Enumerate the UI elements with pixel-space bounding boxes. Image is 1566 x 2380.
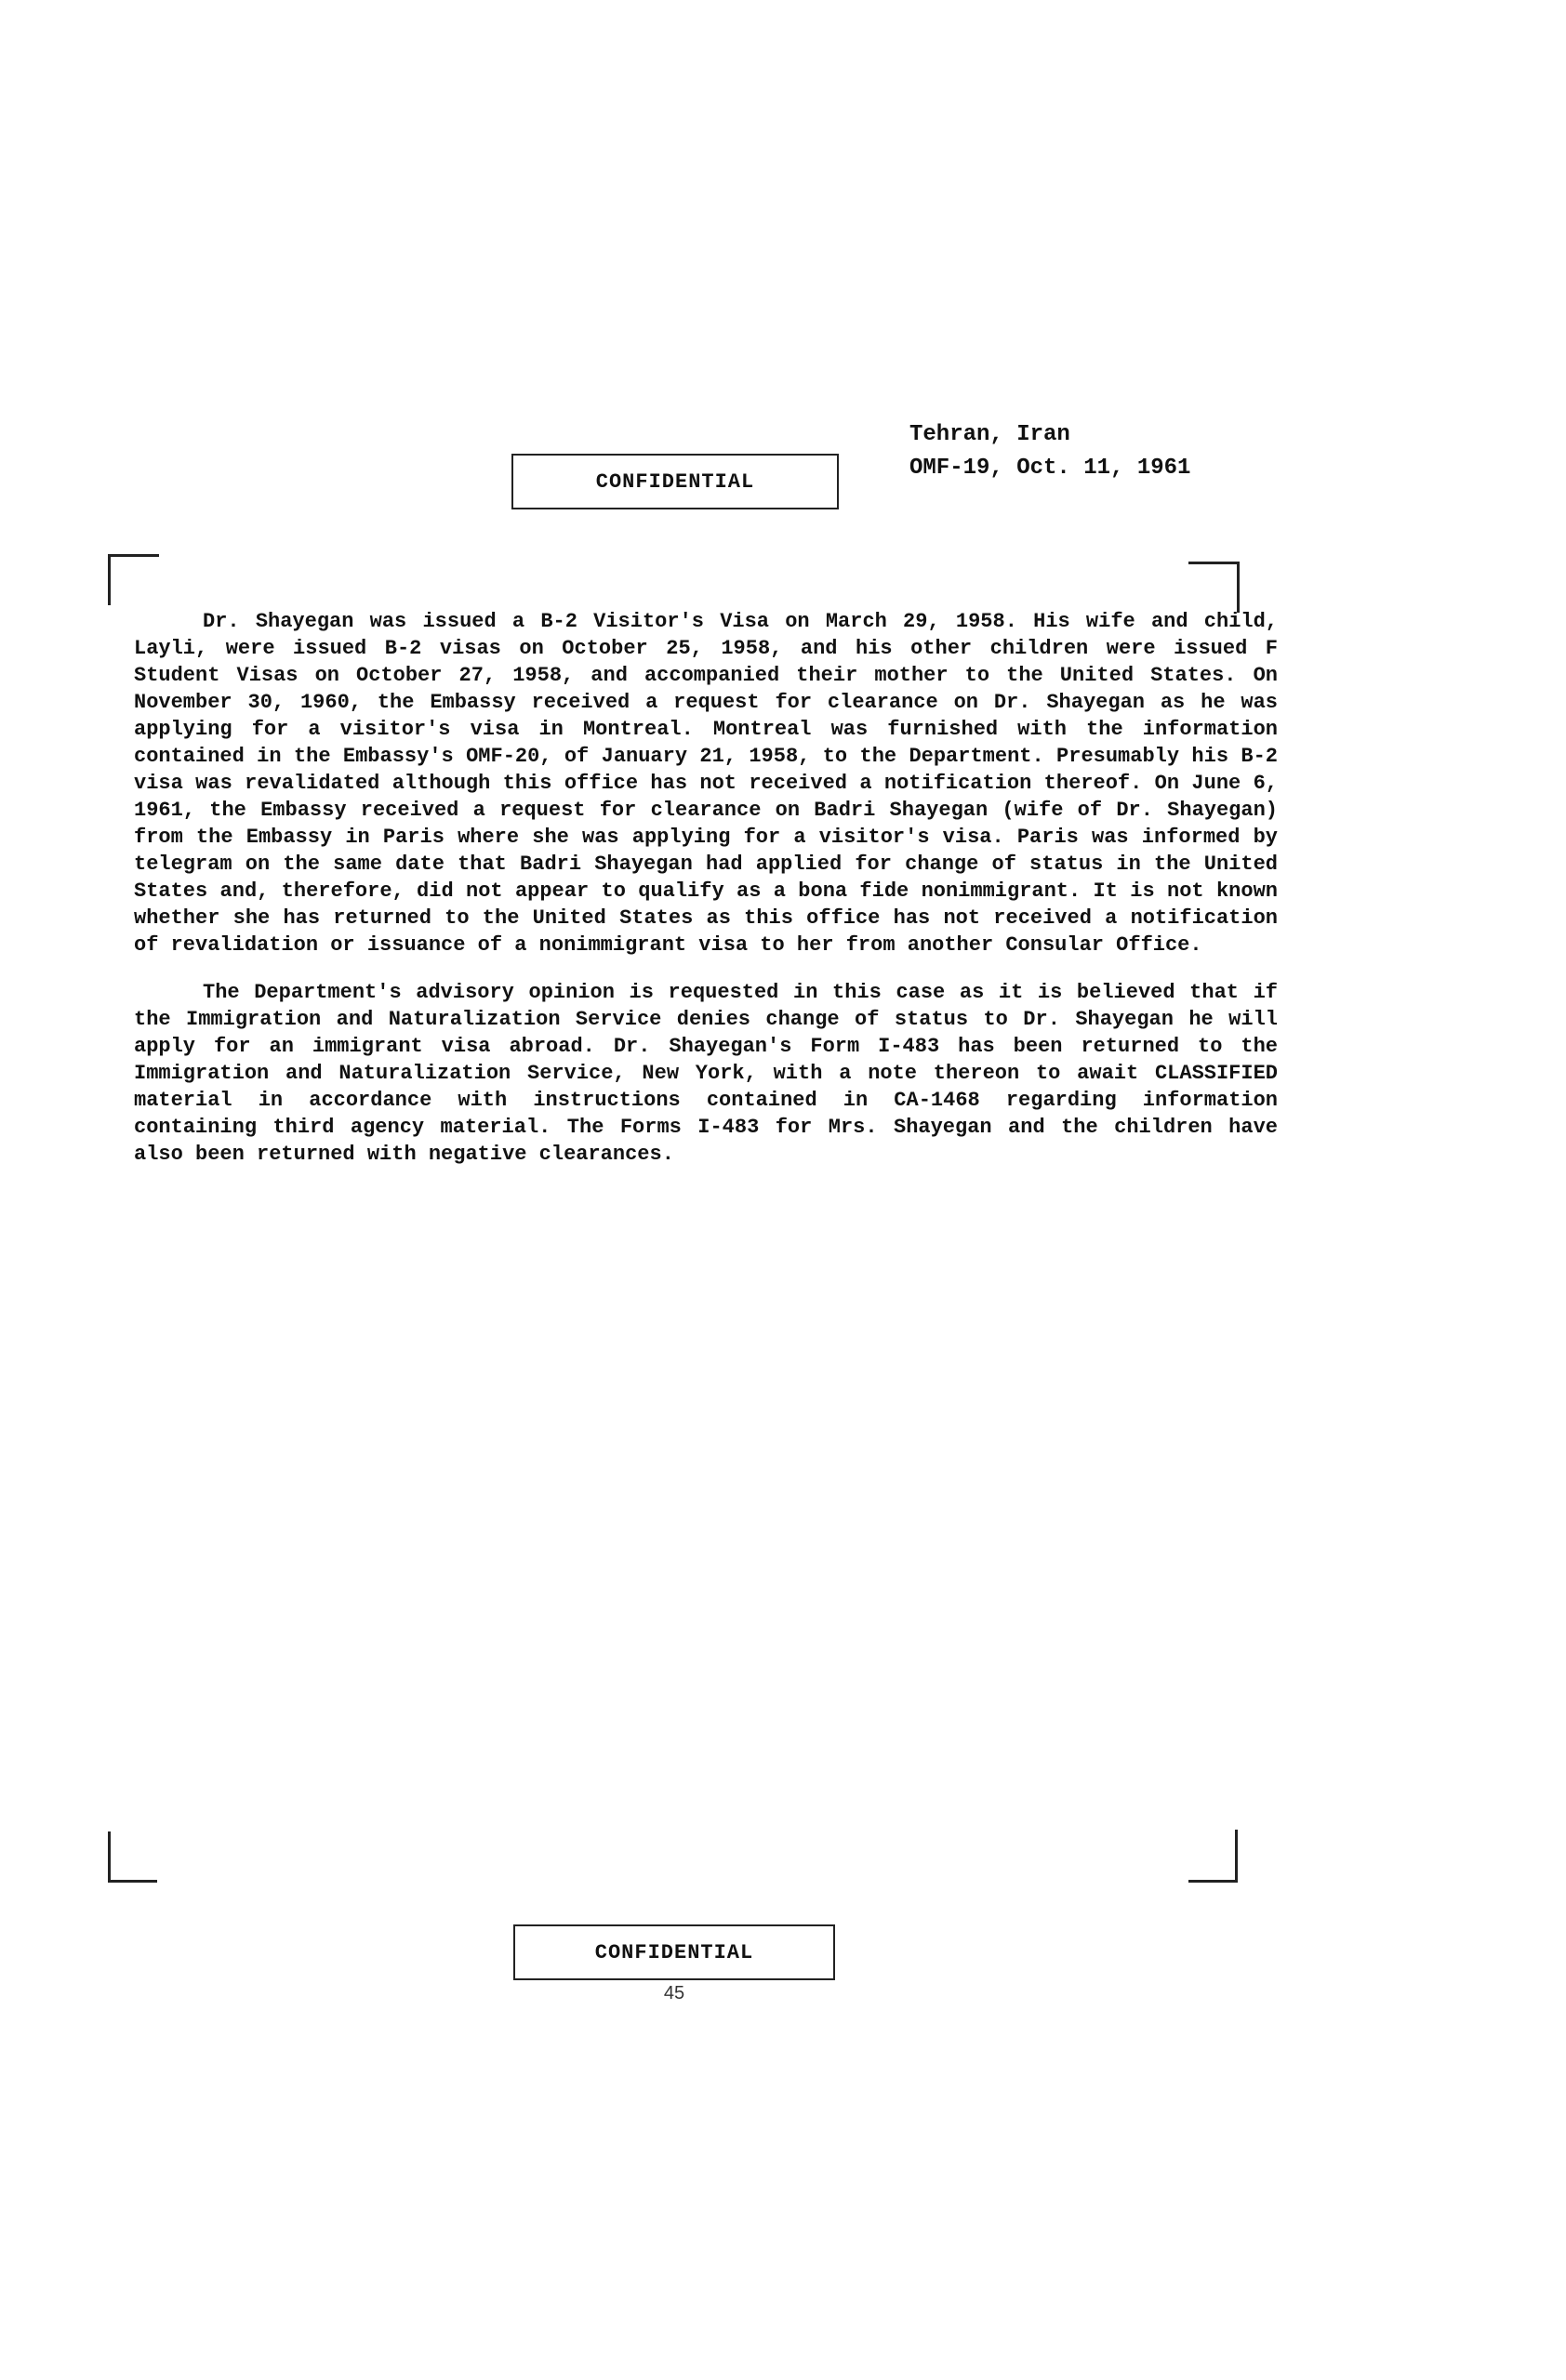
classification-stamp-top [511,454,839,509]
header-location: Tehran, Iran [909,422,1070,447]
header-reference: OMF-19, Oct. 11, 1961 [909,456,1191,481]
page-number: 45 [663,1983,685,2003]
classification-label-bottom: CONFIDENTIAL [594,1940,754,1964]
classification-label-top: CONFIDENTIAL [595,469,755,494]
document-body [134,608,1278,1188]
crop-mark-top-left [108,554,159,605]
document-header [909,418,1190,485]
crop-mark-top-right [1188,562,1240,613]
crop-mark-bottom-left [108,1831,157,1883]
body-paragraph-1: Dr. Shayegan was issued a B-2 Visitor's Visa on March 29, 1958. His wife and child, Layli, were issued B-2 visas on October 25, 1958, and his other children were issued F Student Visas on October 27, 1958, and accompanied their mother to the United States. On November 30, 1960, the Embassy received a request for clearance on Dr. Shayegan as he was applying for a visitor's visa in Montreal. Montreal was furnished with the information contained in the Embassy's OMF-20, of January 21, 1958, to the Department. Presumably his B-2 visa was revalidated although this office has not received a notification thereof. On June 6, 1961, the Embassy received a request for clearance on Badri Shayegan (wife of Dr. Shayegan) from the Embassy in Paris where she was applying for a visitor's visa. Paris was informed by telegram on the same date that Badri Shayegan had applied for change of status in the United States and, therefore, did not appear to qualify as a bona fide nonimmigrant. It is not known whether she has returned to the United States as this office has not received a notification of revalidation or issuance of a nonimmigrant visa to her from another Consular Office. [134,610,1278,957]
body-paragraph-2: The Department's advisory opinion is requested in this case as it is believed that if the Immigration and Naturalization Service denies change of status to Dr. Shayegan he will apply for an immigrant visa abroad. Dr. Shayegan's Form I-483 has been returned to the Immigration and Naturalization Service, New York, with a note thereon to await CLASSIFIED material in accordance with instructions contained in CA-1468 regarding information containing third agency material. The Forms I-483 for Mrs. Shayegan and the children have also been returned with negative clearances. [134,981,1278,1166]
crop-mark-bottom-right [1188,1830,1238,1883]
classification-stamp-bottom [513,1924,835,1980]
